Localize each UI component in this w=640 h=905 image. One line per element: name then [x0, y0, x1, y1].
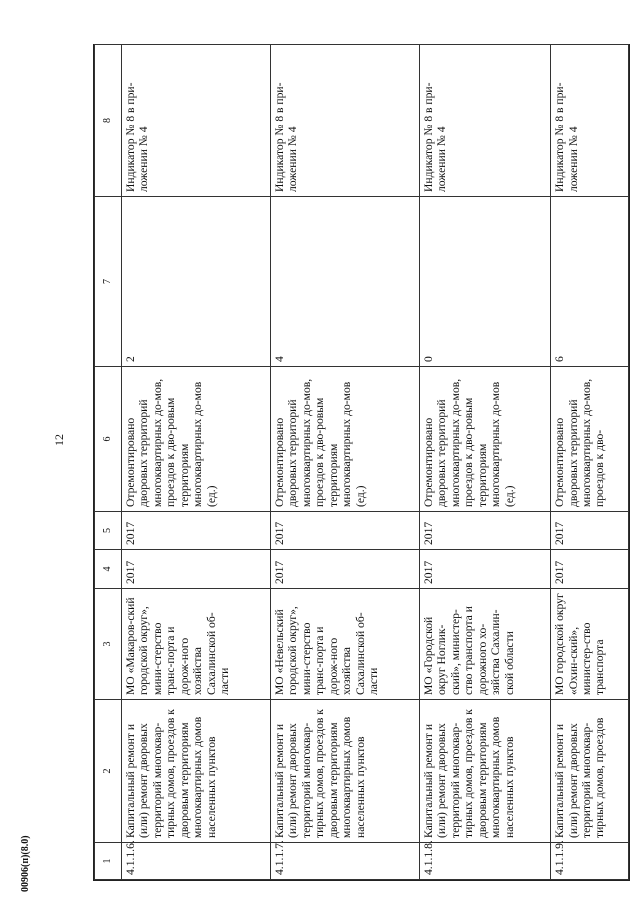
row-indicator: Индикатор № 8 в при-ложении № 4: [551, 45, 629, 197]
row-code: 4.1.1.7.: [270, 843, 419, 880]
header-cell-4: 4: [95, 550, 122, 589]
row-indicator: Индикатор № 8 в при-ложении № 4: [270, 45, 419, 197]
row-code: 4.1.1.8.: [419, 843, 550, 880]
table-row: [419, 45, 550, 880]
header-cell-7: 7: [95, 197, 122, 367]
page-number: 12: [52, 434, 66, 446]
document-code: 00906(п)(8.0): [20, 835, 31, 892]
row-code: 4.1.1.9.: [551, 843, 629, 880]
header-cell-2: 2: [95, 700, 122, 843]
header-cell-3: 3: [95, 589, 122, 700]
row-start-year: 2017: [419, 550, 550, 589]
row-end-year: 2017: [419, 512, 550, 550]
header-cell-1: 1: [95, 843, 122, 880]
row-value: 6: [551, 197, 629, 367]
measures-table: [94, 44, 629, 880]
row-event: Капитальный ремонт и (или) ремонт дворовых территорий многоквар-тирных домов, проездов к дворовым территориям многоквартирных домов населенных пунктов: [270, 700, 419, 843]
row-event: Капитальный ремонт и (или) ремонт дворовых территорий многоквар-тирных домов, проездов к дворовым территориям многоквартирных домов населенных пунктов: [419, 700, 550, 843]
row-end-year: 2017: [122, 512, 271, 550]
row-indicator: Индикатор № 8 в при-ложении № 4: [122, 45, 271, 197]
row-value: 2: [122, 197, 271, 367]
row-event: Капитальный ремонт и (или) ремонт дворовых территорий многоквар-тирных домов, проездов к дворовым территориям многоквартирных домов населенных пунктов: [122, 700, 271, 843]
header-cell-6: 6: [95, 367, 122, 512]
row-executor: МО «Невельский городской округ», мини-стерство транс-порта и дорож-ного хозяйства Сахалинской об-ласти: [270, 589, 419, 700]
row-result: Отремонтировано дворовых территорий многоквартирных до-мов, проездов к дво-ровым территориям многоквартирных до-мов (ед.): [122, 367, 271, 512]
row-result: Отремонтировано дворовых территорий многоквартирных до-мов, проездов к дво-ровым территориям многоквартирных до-мов (ед.): [270, 367, 419, 512]
row-executor: МО городской округ «Охин-ский», министер-ство транспорта: [551, 589, 629, 700]
table-row: [270, 45, 419, 880]
row-code: 4.1.1.6.: [122, 843, 271, 880]
row-start-year: 2017: [270, 550, 419, 589]
row-event: Капитальный ремонт и (или) ремонт дворовых территорий многоквар-тирных домов, проездов: [551, 700, 629, 843]
row-value: 4: [270, 197, 419, 367]
header-cell-8: 8: [95, 45, 122, 197]
row-result: Отремонтировано дворовых территорий многоквартирных до-мов, проездов к дво-: [551, 367, 629, 512]
table-row: [122, 45, 271, 880]
row-start-year: 2017: [551, 550, 629, 589]
header-cell-5: 5: [95, 512, 122, 550]
row-end-year: 2017: [270, 512, 419, 550]
row-executor: МО «Городской округ Ноглик-ский», министер-ство транспорта и дорожного хо-зяйства Сахалин-ской области: [419, 589, 550, 700]
row-start-year: 2017: [122, 550, 271, 589]
row-result: Отремонтировано дворовых территорий многоквартирных до-мов, проездов к дво-ровым территориям многоквартирных до-мов (ед.): [419, 367, 550, 512]
row-indicator: Индикатор № 8 в при-ложении № 4: [419, 45, 550, 197]
measures-table-frame: [93, 44, 630, 881]
row-value: 0: [419, 197, 550, 367]
rotated-table-container: [94, 45, 629, 880]
row-end-year: 2017: [551, 512, 629, 550]
header-row: [95, 45, 122, 880]
table-row: [551, 45, 629, 880]
row-executor: МО «Макаров-ский городской округ», мини-стерство транс-порта и дорож-ного хозяйства Сахалинской об-ласти: [122, 589, 271, 700]
